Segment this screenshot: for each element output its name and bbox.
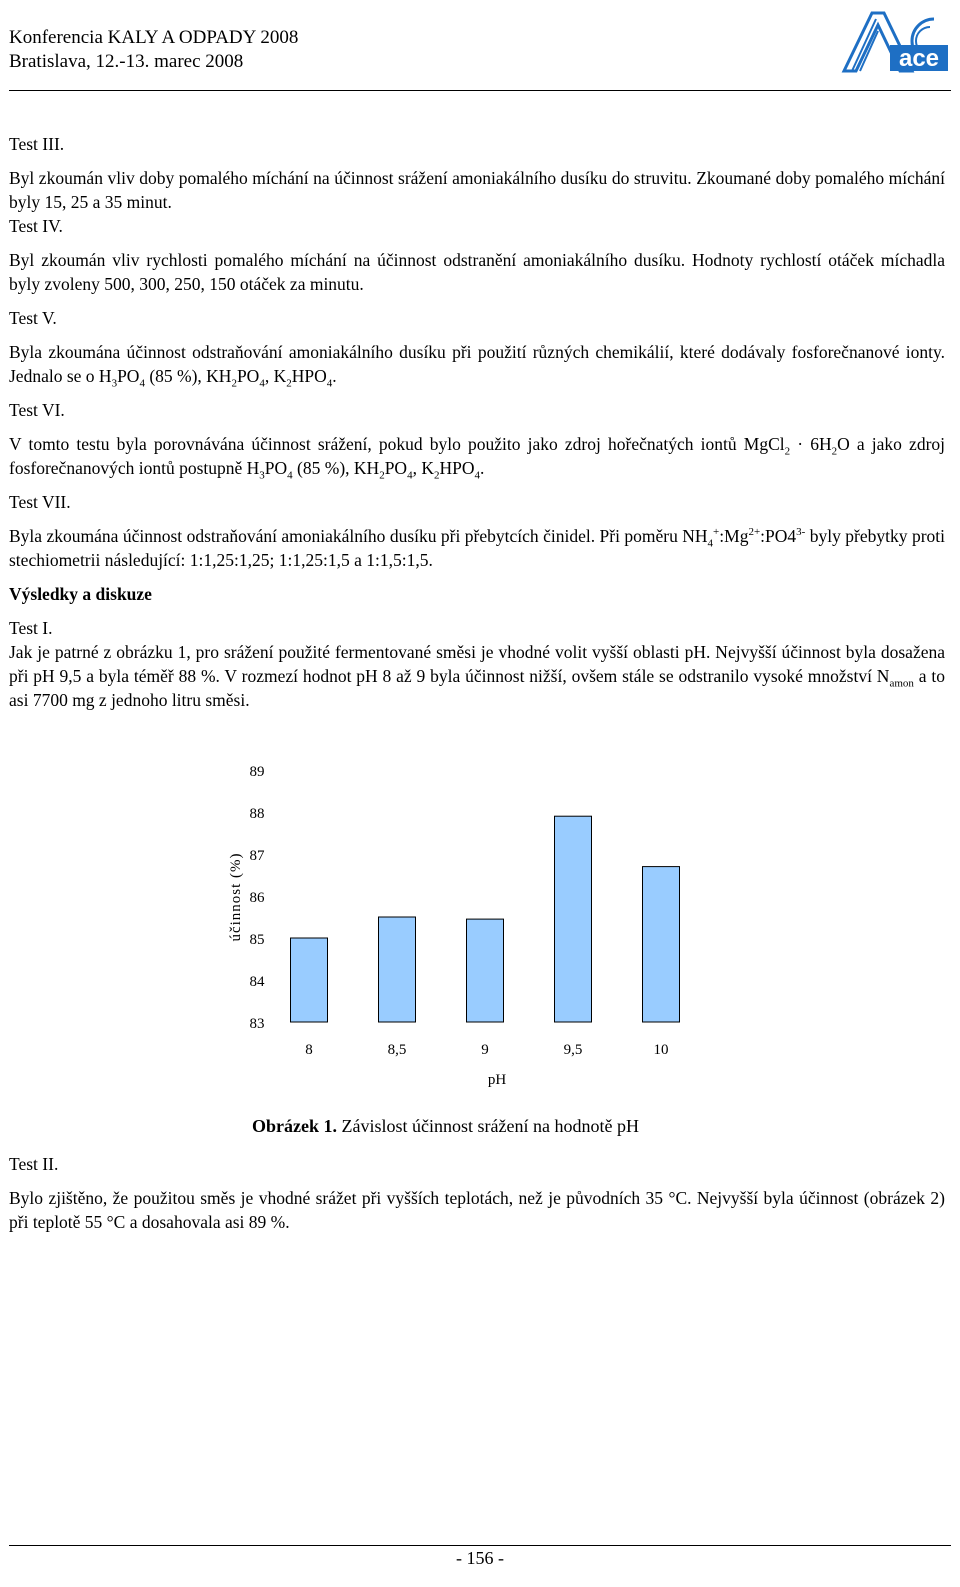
- test7-text: Byla zkoumána účinnost odstraňování amoniakálního dusíku při přebytcích činidel. Při poměru $NH_4^+:Mg^{2+}:PO4^{3-}$ byly přebytky proti stechiometrii následující: 1:1,25:1,25; 1:1,25:1,5 a 1:1,5:1,5.: [9, 526, 945, 570]
- test7-title: Test VII.: [9, 492, 71, 512]
- y-tick-label: 85: [249, 932, 265, 948]
- main-content: [9, 132, 945, 712]
- results-test1-text: Jak je patrné z obrázku 1, pro srážení použité fermentované směsi je vhodné volit vyšší oblasti pH. Nejvyšší účinnost byla dosažena při pH 9,5 a byla téměř 88 %. V rozmezí hodnot pH 8 až 9 byla účinnost nižší, ovšem stále se odstranilo vysoké množství $N_{amon}$ a to asi 7700 mg z jednoho litru směsi.: [9, 642, 945, 710]
- bar: [643, 867, 680, 1022]
- test4-title: Test IV.: [9, 216, 63, 236]
- bar: [291, 938, 328, 1022]
- page-number: - 156 -: [456, 1548, 504, 1568]
- svg-text:ace: ace: [898, 45, 940, 72]
- y-tick-label: 89: [249, 764, 265, 780]
- results-heading: Výsledky a diskuze: [9, 584, 152, 604]
- test5-text: Byla zkoumána účinnost odstraňování amoniakálního dusíku při použití různých chemikálií, které dodávaly fosforečnanové ionty. Jednalo se o $H_3PO_4$ (85 %), $KH_2PO_4$, $K_2HPO_4$.: [9, 342, 945, 390]
- x-tick-label: 8: [305, 1042, 313, 1058]
- test2-title: Test II.: [9, 1154, 59, 1174]
- x-tick-label: 9: [481, 1042, 489, 1058]
- y-tick-label: 83: [249, 1016, 265, 1032]
- x-tick-label: 8,5: [387, 1042, 407, 1058]
- test6-title: Test VI.: [9, 400, 65, 420]
- conference-location-date: Bratislava, 12.-13. marec 2008: [9, 51, 244, 72]
- header-rule: [9, 90, 951, 91]
- y-tick-label: 88: [249, 806, 265, 822]
- page-header: [9, 26, 298, 74]
- ace-logo: [838, 5, 950, 75]
- test3-text: Byl zkoumán vliv doby pomalého míchání na účinnost srážení amoniakálního dusíku do struvitu. Zkoumané doby pomalého míchání byly 15, 25 a 35 minut.: [9, 168, 945, 212]
- bar: [555, 816, 592, 1022]
- bar: [467, 919, 504, 1022]
- test2-section: [9, 1152, 945, 1234]
- x-tick-label: 9,5: [563, 1042, 583, 1058]
- x-axis-label: pH: [487, 1072, 507, 1088]
- figure-caption: Obrázek 1. Závislost účinnost srážení na hodnotě pH: [252, 1116, 639, 1136]
- results-test1-title: Test I.: [9, 618, 53, 638]
- x-tick-label: 10: [653, 1042, 669, 1058]
- test2-text: Bylo zjištěno, že použitou směs je vhodné srážet při vyšších teplotách, než je původních 35 °C. Nejvyšší byla účinnost (obrázek 2) při teplotě 55 °C a dosahovala asi 89 %.: [9, 1188, 945, 1232]
- bar-chart: [210, 755, 730, 1105]
- bar: [379, 917, 416, 1022]
- test4-text: Byl zkoumán vliv rychlosti pomalého míchání na účinnost odstranění amoniakálního dusíku. Hodnoty rychlostí otáček míchadla byly zvoleny 500, 300, 250, 150 otáček za minutu.: [9, 250, 945, 294]
- test3-title: Test III.: [9, 134, 65, 154]
- test5-title: Test V.: [9, 308, 57, 328]
- footer-rule: [9, 1545, 951, 1546]
- conference-title: Konferencia KALY A ODPADY 2008: [9, 27, 299, 48]
- y-axis-label: účinnost (%): [228, 852, 244, 942]
- y-tick-label: 87: [249, 848, 265, 864]
- y-tick-label: 86: [249, 890, 265, 906]
- y-tick-label: 84: [249, 974, 265, 990]
- test6-text: V tomto testu byla porovnávána účinnost srážení, pokud bylo použito jako zdroj hořečnatých iontů MgCl$_2$ · $6H_2O$ a jako zdroj fosforečnanových iontů postupně $H_3PO_4$ (85 %), $KH_2PO_4$, $K_2HPO_4$.: [9, 434, 946, 482]
